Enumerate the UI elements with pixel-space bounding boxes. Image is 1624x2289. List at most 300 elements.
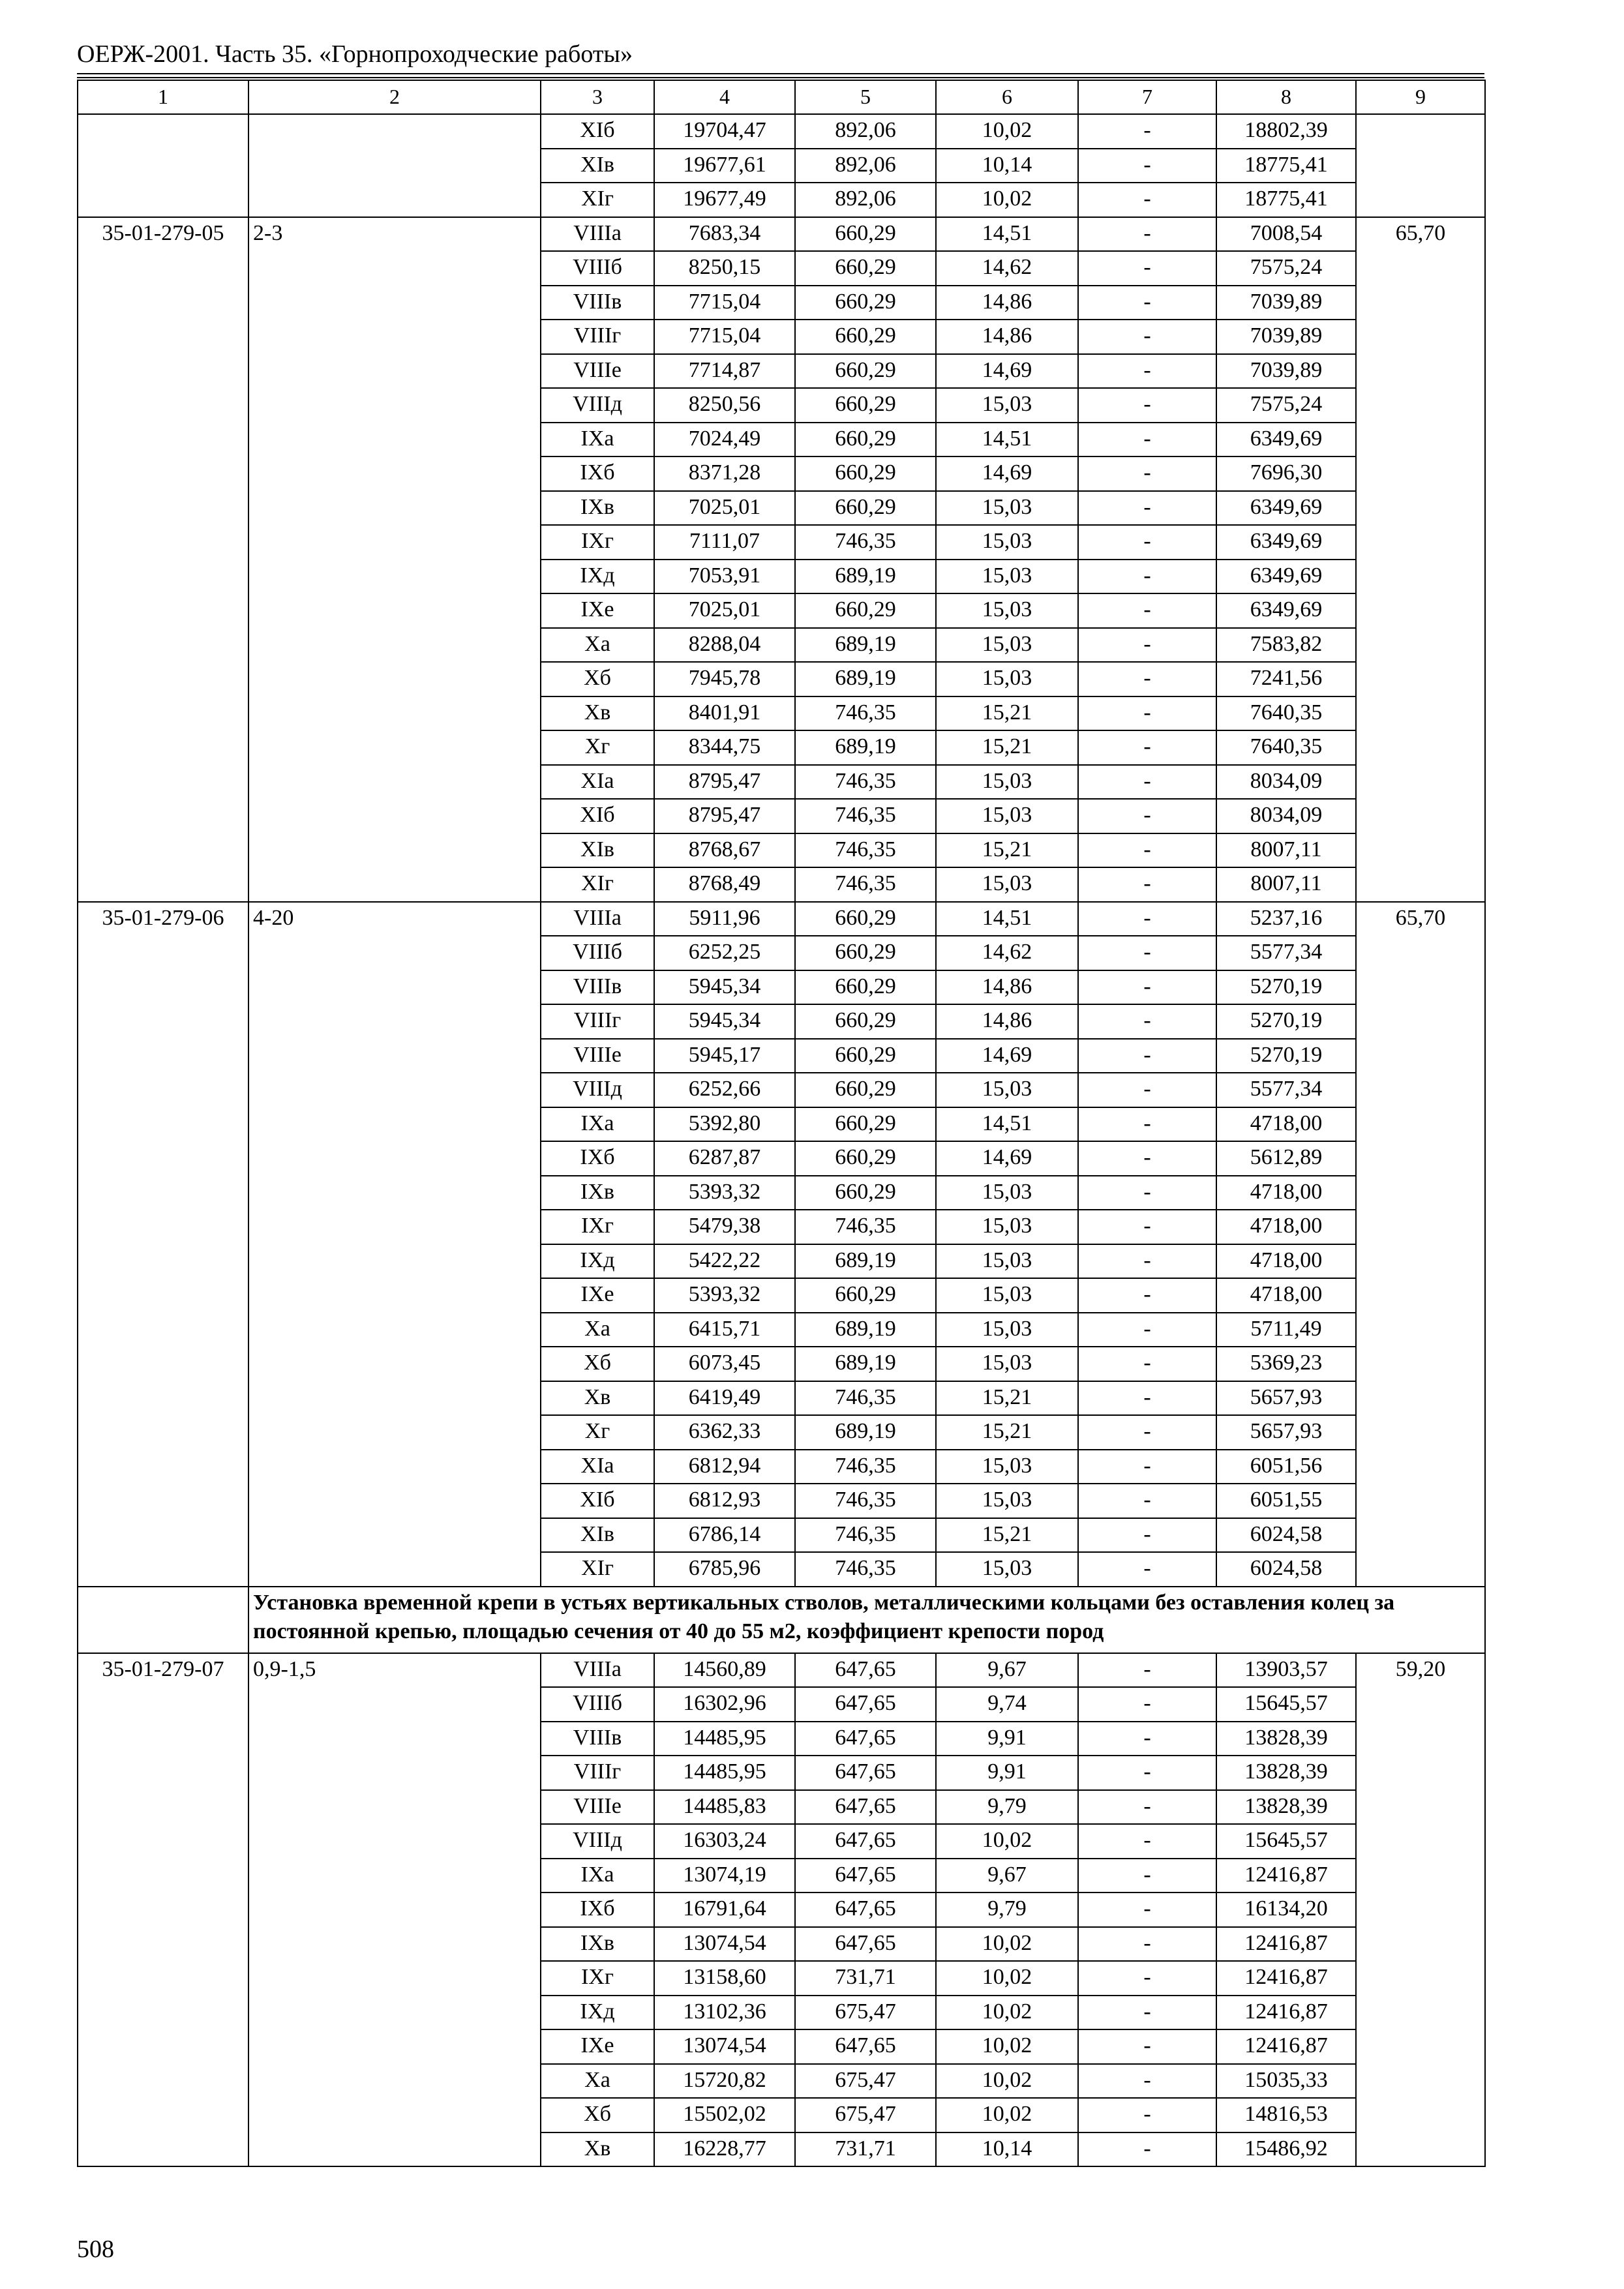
machine-cost: 10,02	[936, 1996, 1078, 2030]
labor-cost: 65,70	[1356, 217, 1485, 252]
norm-parameter	[248, 1756, 541, 1790]
wage-cost: 647,65	[795, 1790, 936, 1825]
labor-cost	[1356, 1176, 1485, 1210]
wage-cost: 660,29	[795, 1278, 936, 1313]
labor-cost	[1356, 1996, 1485, 2030]
norm-code	[78, 183, 248, 217]
cost-total: 7714,87	[654, 354, 795, 389]
machine-cost: 14,69	[936, 456, 1078, 491]
table-row	[78, 491, 1485, 526]
norm-code	[78, 1518, 248, 1553]
labor-cost	[1356, 1484, 1485, 1518]
cost-total: 8768,49	[654, 867, 795, 902]
cost-total: 6252,66	[654, 1073, 795, 1107]
norm-category: IXд	[541, 560, 654, 594]
cost-total: 8250,56	[654, 388, 795, 423]
norm-category: VIIIе	[541, 354, 654, 389]
machine-cost: 10,02	[936, 114, 1078, 149]
cost-total: 8250,15	[654, 251, 795, 286]
wage-cost: 689,19	[795, 1244, 936, 1279]
material-cost: 6349,69	[1216, 560, 1356, 594]
norm-code	[78, 628, 248, 663]
machinist-wage: -	[1078, 1722, 1216, 1756]
material-cost: 15645,57	[1216, 1687, 1356, 1722]
cost-total: 7053,91	[654, 560, 795, 594]
norm-category: VIIIв	[541, 286, 654, 320]
norm-code	[78, 970, 248, 1005]
material-cost: 8034,09	[1216, 765, 1356, 800]
norm-code	[78, 1244, 248, 1279]
table-row	[78, 456, 1485, 491]
labor-cost	[1356, 1381, 1485, 1416]
norm-code	[78, 1722, 248, 1756]
norm-code	[78, 1073, 248, 1107]
machine-cost: 15,03	[936, 1450, 1078, 1484]
machinist-wage: -	[1078, 1859, 1216, 1893]
norm-code	[78, 1790, 248, 1825]
norm-parameter	[248, 1552, 541, 1587]
table-row	[78, 867, 1485, 902]
cost-total: 7715,04	[654, 286, 795, 320]
norm-category: Xб	[541, 1347, 654, 1381]
material-cost: 8007,11	[1216, 833, 1356, 868]
labor-cost: 59,20	[1356, 1653, 1485, 1688]
machine-cost: 15,03	[936, 1278, 1078, 1313]
norm-category: IXд	[541, 1244, 654, 1279]
norm-code: 35-01-279-06	[78, 902, 248, 936]
machine-cost: 9,74	[936, 1687, 1078, 1722]
labor-cost	[1356, 2064, 1485, 2099]
norm-category: IXд	[541, 1996, 654, 2030]
material-cost: 6349,69	[1216, 423, 1356, 457]
machine-cost: 15,03	[936, 560, 1078, 594]
machinist-wage: -	[1078, 1176, 1216, 1210]
norm-category: XIв	[541, 833, 654, 868]
wage-cost: 746,35	[795, 765, 936, 800]
wage-cost: 689,19	[795, 560, 936, 594]
labor-cost	[1356, 149, 1485, 183]
cost-total: 7715,04	[654, 320, 795, 354]
cost-total: 5911,96	[654, 902, 795, 936]
wage-cost: 647,65	[795, 1824, 936, 1859]
machinist-wage: -	[1078, 1927, 1216, 1962]
material-cost: 6349,69	[1216, 593, 1356, 628]
labor-cost	[1356, 593, 1485, 628]
wage-cost: 647,65	[795, 1893, 936, 1927]
labor-cost	[1356, 1107, 1485, 1142]
norm-code	[78, 320, 248, 354]
norm-category: VIIIб	[541, 936, 654, 970]
material-cost: 13828,39	[1216, 1756, 1356, 1790]
labor-cost	[1356, 1141, 1485, 1176]
norm-code	[78, 1381, 248, 1416]
material-cost: 5270,19	[1216, 1004, 1356, 1039]
cost-total: 7024,49	[654, 423, 795, 457]
machinist-wage: -	[1078, 1552, 1216, 1587]
norm-parameter	[248, 2098, 541, 2132]
machinist-wage: -	[1078, 149, 1216, 183]
table-row	[78, 936, 1485, 970]
norm-code	[78, 1039, 248, 1073]
cost-total: 13074,54	[654, 2029, 795, 2064]
machine-cost: 14,86	[936, 320, 1078, 354]
labor-cost	[1356, 1722, 1485, 1756]
norm-code	[78, 1927, 248, 1962]
labor-cost	[1356, 1347, 1485, 1381]
machinist-wage: -	[1078, 114, 1216, 149]
norm-category: VIIIг	[541, 1004, 654, 1039]
machine-cost: 10,02	[936, 2098, 1078, 2132]
material-cost: 15486,92	[1216, 2132, 1356, 2167]
norm-code	[78, 1004, 248, 1039]
norm-parameter	[248, 251, 541, 286]
norm-category: IXв	[541, 1927, 654, 1962]
cost-total: 16791,64	[654, 1893, 795, 1927]
table-row	[78, 320, 1485, 354]
table-row	[78, 1210, 1485, 1244]
labor-cost	[1356, 799, 1485, 833]
norm-parameter	[248, 1244, 541, 1279]
labor-cost	[1356, 1210, 1485, 1244]
labor-cost	[1356, 1004, 1485, 1039]
norm-code	[78, 491, 248, 526]
labor-cost	[1356, 320, 1485, 354]
machine-cost: 15,21	[936, 696, 1078, 731]
table-row	[78, 833, 1485, 868]
wage-cost: 660,29	[795, 423, 936, 457]
cost-total: 19677,61	[654, 149, 795, 183]
norm-code	[78, 1961, 248, 1996]
table-row	[78, 1381, 1485, 1416]
machinist-wage: -	[1078, 1381, 1216, 1416]
labor-cost	[1356, 491, 1485, 526]
norm-parameter	[248, 1687, 541, 1722]
norm-code	[78, 149, 248, 183]
material-cost: 6349,69	[1216, 525, 1356, 560]
table-row	[78, 1756, 1485, 1790]
cost-total: 14485,95	[654, 1756, 795, 1790]
norm-category: Xг	[541, 730, 654, 765]
machinist-wage: -	[1078, 1893, 1216, 1927]
table-row	[78, 1313, 1485, 1347]
machinist-wage: -	[1078, 388, 1216, 423]
material-cost: 5270,19	[1216, 970, 1356, 1005]
cost-total: 8795,47	[654, 799, 795, 833]
machine-cost: 15,03	[936, 1313, 1078, 1347]
norm-category: Xг	[541, 1415, 654, 1450]
machinist-wage: -	[1078, 1073, 1216, 1107]
norm-code	[78, 286, 248, 320]
table-row	[78, 1484, 1485, 1518]
table-row	[78, 1824, 1485, 1859]
table-row	[78, 183, 1485, 217]
labor-cost	[1356, 251, 1485, 286]
wage-cost: 746,35	[795, 799, 936, 833]
wage-cost: 660,29	[795, 1073, 936, 1107]
norm-parameter	[248, 833, 541, 868]
wage-cost: 689,19	[795, 1313, 936, 1347]
labor-cost	[1356, 628, 1485, 663]
labor-cost	[1356, 1518, 1485, 1553]
header-rule	[77, 77, 1484, 78]
material-cost: 6051,55	[1216, 1484, 1356, 1518]
table-row	[78, 696, 1485, 731]
wage-cost: 660,29	[795, 354, 936, 389]
column-header: 3	[541, 80, 654, 114]
norm-code	[78, 1996, 248, 2030]
machine-cost: 10,02	[936, 1927, 1078, 1962]
norm-parameter	[248, 970, 541, 1005]
material-cost: 5612,89	[1216, 1141, 1356, 1176]
norm-code	[78, 1107, 248, 1142]
norm-parameter	[248, 491, 541, 526]
norm-category: IXв	[541, 491, 654, 526]
labor-cost	[1356, 354, 1485, 389]
norm-parameter	[248, 1004, 541, 1039]
norm-code: 35-01-279-05	[78, 217, 248, 252]
material-cost: 8034,09	[1216, 799, 1356, 833]
norm-parameter	[248, 354, 541, 389]
wage-cost: 660,29	[795, 217, 936, 252]
machinist-wage: -	[1078, 799, 1216, 833]
material-cost: 7640,35	[1216, 730, 1356, 765]
machinist-wage: -	[1078, 251, 1216, 286]
table-row	[78, 1927, 1485, 1962]
table-row	[78, 1073, 1485, 1107]
table-row	[78, 1039, 1485, 1073]
machinist-wage: -	[1078, 1004, 1216, 1039]
machinist-wage: -	[1078, 423, 1216, 457]
table-row	[78, 1278, 1485, 1313]
norm-parameter	[248, 1893, 541, 1927]
norm-parameter	[248, 867, 541, 902]
table-row	[78, 970, 1485, 1005]
wage-cost: 660,29	[795, 388, 936, 423]
material-cost: 12416,87	[1216, 1859, 1356, 1893]
cost-total: 5945,34	[654, 1004, 795, 1039]
cost-total: 19704,47	[654, 114, 795, 149]
machine-cost: 15,03	[936, 1484, 1078, 1518]
labor-cost	[1356, 1961, 1485, 1996]
machinist-wage: -	[1078, 1824, 1216, 1859]
machinist-wage: -	[1078, 902, 1216, 936]
machinist-wage: -	[1078, 593, 1216, 628]
machine-cost: 15,03	[936, 1347, 1078, 1381]
wage-cost: 660,29	[795, 936, 936, 970]
norm-category: XIг	[541, 1552, 654, 1587]
material-cost: 12416,87	[1216, 1927, 1356, 1962]
material-cost: 18775,41	[1216, 149, 1356, 183]
cost-total: 16228,77	[654, 2132, 795, 2167]
wage-cost: 647,65	[795, 1653, 936, 1688]
wage-cost: 647,65	[795, 1722, 936, 1756]
norm-category: Xв	[541, 696, 654, 731]
norm-category: IXг	[541, 1961, 654, 1996]
labor-cost	[1356, 1756, 1485, 1790]
cost-total: 7025,01	[654, 491, 795, 526]
wage-cost: 647,65	[795, 2029, 936, 2064]
wage-cost: 660,29	[795, 1004, 936, 1039]
material-cost: 7575,24	[1216, 388, 1356, 423]
norm-parameter	[248, 1790, 541, 1825]
machine-cost: 10,02	[936, 183, 1078, 217]
labor-cost	[1356, 1313, 1485, 1347]
norm-code	[78, 1313, 248, 1347]
cost-total: 7683,34	[654, 217, 795, 252]
material-cost: 7039,89	[1216, 286, 1356, 320]
norm-parameter	[248, 2029, 541, 2064]
section-row	[78, 1587, 1485, 1653]
cost-total: 15720,82	[654, 2064, 795, 2099]
table-row	[78, 1347, 1485, 1381]
machinist-wage: -	[1078, 765, 1216, 800]
norm-code	[78, 730, 248, 765]
cost-total: 15502,02	[654, 2098, 795, 2132]
cost-total: 6252,25	[654, 936, 795, 970]
norm-code	[78, 936, 248, 970]
column-header: 7	[1078, 80, 1216, 114]
wage-cost: 731,71	[795, 1961, 936, 1996]
wage-cost: 892,06	[795, 183, 936, 217]
cost-total: 8795,47	[654, 765, 795, 800]
norm-category: IXа	[541, 1107, 654, 1142]
table-row	[78, 1141, 1485, 1176]
norm-parameter	[248, 1722, 541, 1756]
machine-cost: 15,03	[936, 1176, 1078, 1210]
norm-parameter	[248, 114, 541, 149]
labor-cost: 65,70	[1356, 902, 1485, 936]
norm-category: IXа	[541, 1859, 654, 1893]
labor-cost	[1356, 867, 1485, 902]
machine-cost: 15,03	[936, 1244, 1078, 1279]
machinist-wage: -	[1078, 1313, 1216, 1347]
machinist-wage: -	[1078, 1961, 1216, 1996]
material-cost: 5657,93	[1216, 1415, 1356, 1450]
rates-table	[77, 80, 1486, 2167]
cost-total: 6785,96	[654, 1552, 795, 1587]
material-cost: 18802,39	[1216, 114, 1356, 149]
machine-cost: 15,03	[936, 628, 1078, 663]
column-header: 6	[936, 80, 1078, 114]
table-row	[78, 1176, 1485, 1210]
norm-category: VIIIб	[541, 1687, 654, 1722]
machinist-wage: -	[1078, 1996, 1216, 2030]
wage-cost: 746,35	[795, 696, 936, 731]
machine-cost: 15,21	[936, 1518, 1078, 1553]
cost-total: 8768,67	[654, 833, 795, 868]
material-cost: 15645,57	[1216, 1824, 1356, 1859]
machine-cost: 15,03	[936, 1552, 1078, 1587]
labor-cost	[1356, 1893, 1485, 1927]
machine-cost: 15,03	[936, 491, 1078, 526]
labor-cost	[1356, 456, 1485, 491]
machinist-wage: -	[1078, 320, 1216, 354]
table-row	[78, 628, 1485, 663]
norm-category: VIIIд	[541, 1824, 654, 1859]
wage-cost: 660,29	[795, 1107, 936, 1142]
material-cost: 5577,34	[1216, 1073, 1356, 1107]
table-row	[78, 1653, 1485, 1688]
norm-code	[78, 388, 248, 423]
norm-category: IXв	[541, 1176, 654, 1210]
norm-code	[78, 2098, 248, 2132]
norm-code	[78, 251, 248, 286]
material-cost: 12416,87	[1216, 2029, 1356, 2064]
wage-cost: 746,35	[795, 833, 936, 868]
machinist-wage: -	[1078, 1347, 1216, 1381]
cost-total: 16303,24	[654, 1824, 795, 1859]
material-cost: 7008,54	[1216, 217, 1356, 252]
norm-category: VIIIв	[541, 1722, 654, 1756]
labor-cost	[1356, 423, 1485, 457]
machinist-wage: -	[1078, 1415, 1216, 1450]
table-row	[78, 560, 1485, 594]
machinist-wage: -	[1078, 2098, 1216, 2132]
machine-cost: 14,51	[936, 217, 1078, 252]
wage-cost: 746,35	[795, 1210, 936, 1244]
norm-parameter	[248, 593, 541, 628]
machinist-wage: -	[1078, 491, 1216, 526]
cost-total: 6362,33	[654, 1415, 795, 1450]
machine-cost: 10,02	[936, 1824, 1078, 1859]
machinist-wage: -	[1078, 1141, 1216, 1176]
material-cost: 7583,82	[1216, 628, 1356, 663]
machinist-wage: -	[1078, 833, 1216, 868]
norm-category: VIIIд	[541, 1073, 654, 1107]
wage-cost: 660,29	[795, 1176, 936, 1210]
table-row	[78, 1004, 1485, 1039]
machine-cost: 14,69	[936, 354, 1078, 389]
norm-code	[78, 765, 248, 800]
norm-parameter	[248, 1039, 541, 1073]
cost-total: 6073,45	[654, 1347, 795, 1381]
material-cost: 6349,69	[1216, 491, 1356, 526]
cost-total: 5393,32	[654, 1278, 795, 1313]
norm-category: Xа	[541, 628, 654, 663]
wage-cost: 660,29	[795, 320, 936, 354]
cost-total: 14485,83	[654, 1790, 795, 1825]
labor-cost	[1356, 1450, 1485, 1484]
material-cost: 15035,33	[1216, 2064, 1356, 2099]
machinist-wage: -	[1078, 1756, 1216, 1790]
norm-code	[78, 1176, 248, 1210]
wage-cost: 746,35	[795, 525, 936, 560]
table-row	[78, 765, 1485, 800]
table-row	[78, 1790, 1485, 1825]
wage-cost: 689,19	[795, 628, 936, 663]
material-cost: 7039,89	[1216, 320, 1356, 354]
material-cost: 12416,87	[1216, 1996, 1356, 2030]
labor-cost	[1356, 1039, 1485, 1073]
labor-cost	[1356, 2029, 1485, 2064]
material-cost: 7640,35	[1216, 696, 1356, 731]
norm-parameter	[248, 662, 541, 696]
labor-cost	[1356, 1927, 1485, 1962]
machinist-wage: -	[1078, 560, 1216, 594]
cost-total: 7945,78	[654, 662, 795, 696]
header-rule	[77, 73, 1484, 74]
wage-cost: 660,29	[795, 1141, 936, 1176]
norm-code	[78, 1210, 248, 1244]
machine-cost: 15,03	[936, 525, 1078, 560]
norm-parameter	[248, 1484, 541, 1518]
material-cost: 7039,89	[1216, 354, 1356, 389]
norm-parameter	[248, 320, 541, 354]
cost-total: 8401,91	[654, 696, 795, 731]
wage-cost: 647,65	[795, 1756, 936, 1790]
norm-parameter	[248, 1210, 541, 1244]
labor-cost	[1356, 1278, 1485, 1313]
